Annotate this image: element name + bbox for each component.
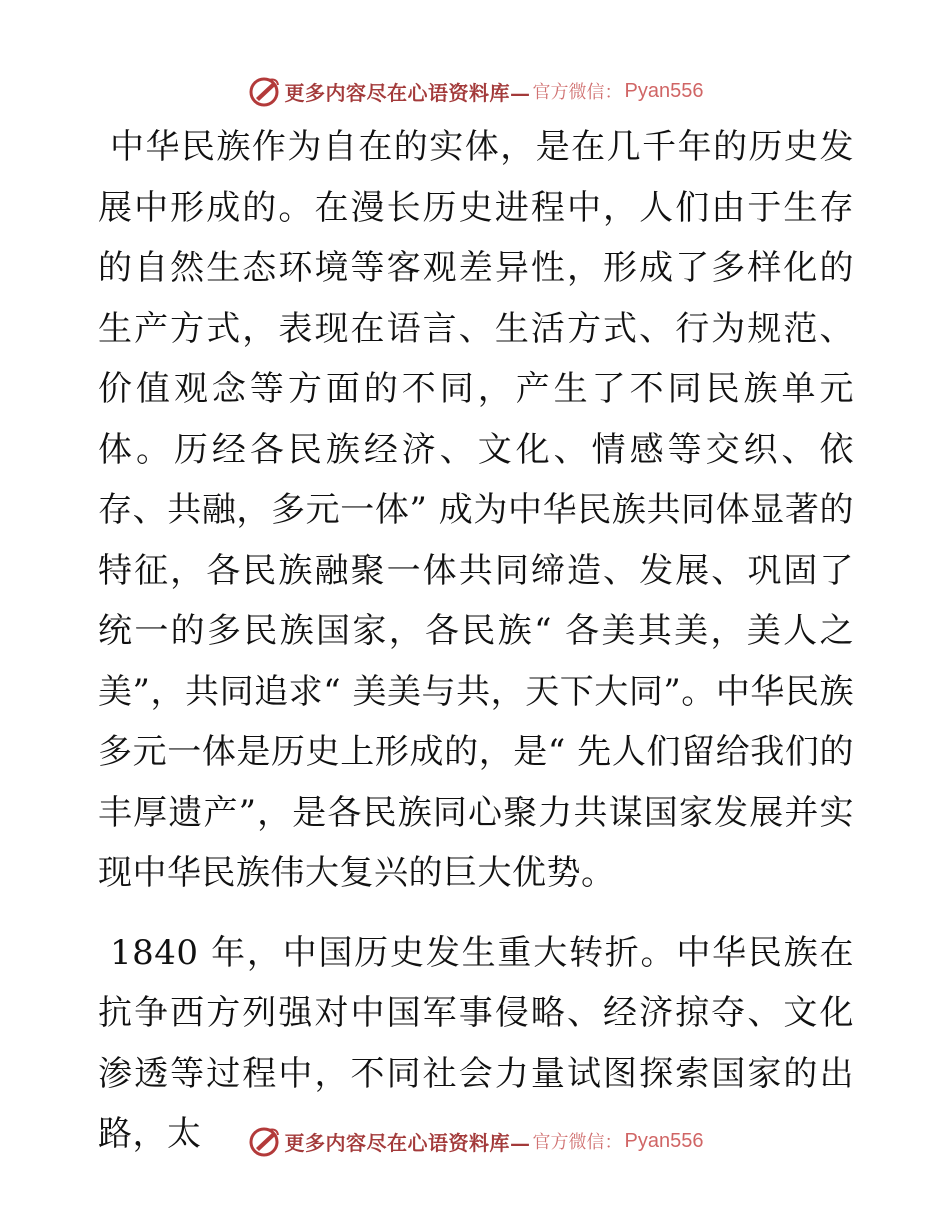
watermark-wechat-id: Pyan556 bbox=[624, 79, 704, 102]
watermark-text: 更多内容尽在心语资料库— bbox=[284, 1130, 531, 1155]
header-watermark-banner bbox=[0, 71, 950, 111]
footer-watermark-banner bbox=[0, 1121, 950, 1161]
watermark-wechat-id: Pyan556 bbox=[624, 1129, 704, 1152]
document-body bbox=[98, 117, 854, 1165]
paragraph-2-text: 1840 年，中国历史发生重大转折。中华民族在抗争西方列强对中国军事侵略、经济掠夺、文化渗透等过程中，不同社会力量试图探索国家的出路，太 bbox=[98, 932, 854, 1154]
paragraph-1 bbox=[98, 117, 854, 904]
watermark-text: 更多内容尽在心语资料库— bbox=[284, 80, 531, 105]
watermark-label: 官方微信： bbox=[532, 82, 623, 103]
quill-seal-logo-icon bbox=[247, 74, 281, 108]
paragraph-1-text: 中华民族作为自在的实体，是在几千年的历史发展中形成的。在漫长历史进程中，人们由于生存的自然生态环境等客观差异性，形成了多样化的生产方式，表现在语言、生活方式、行为规范、价值观念等方面的不同，产生了不同民族单元体。历经各民族经济、文化、情感等交织、依存、共融，多元一体” 成为中华民族共同体显著的特征，各民族融聚一体共同缔造、发展、巩固了统一的多民族国家，各民族“ 各美其美，美人之美”，共同追求“ 美美与共，天下大同”。中华民族多元一体是历史上形成的，是“ 先人们留给我们的丰厚遗产”，是各民族同心聚力共谋国家发展并实现中华民族伟大复兴的巨大优势。 bbox=[98, 127, 854, 893]
quill-seal-logo-icon bbox=[247, 1124, 281, 1158]
watermark-label: 官方微信： bbox=[532, 1132, 623, 1153]
